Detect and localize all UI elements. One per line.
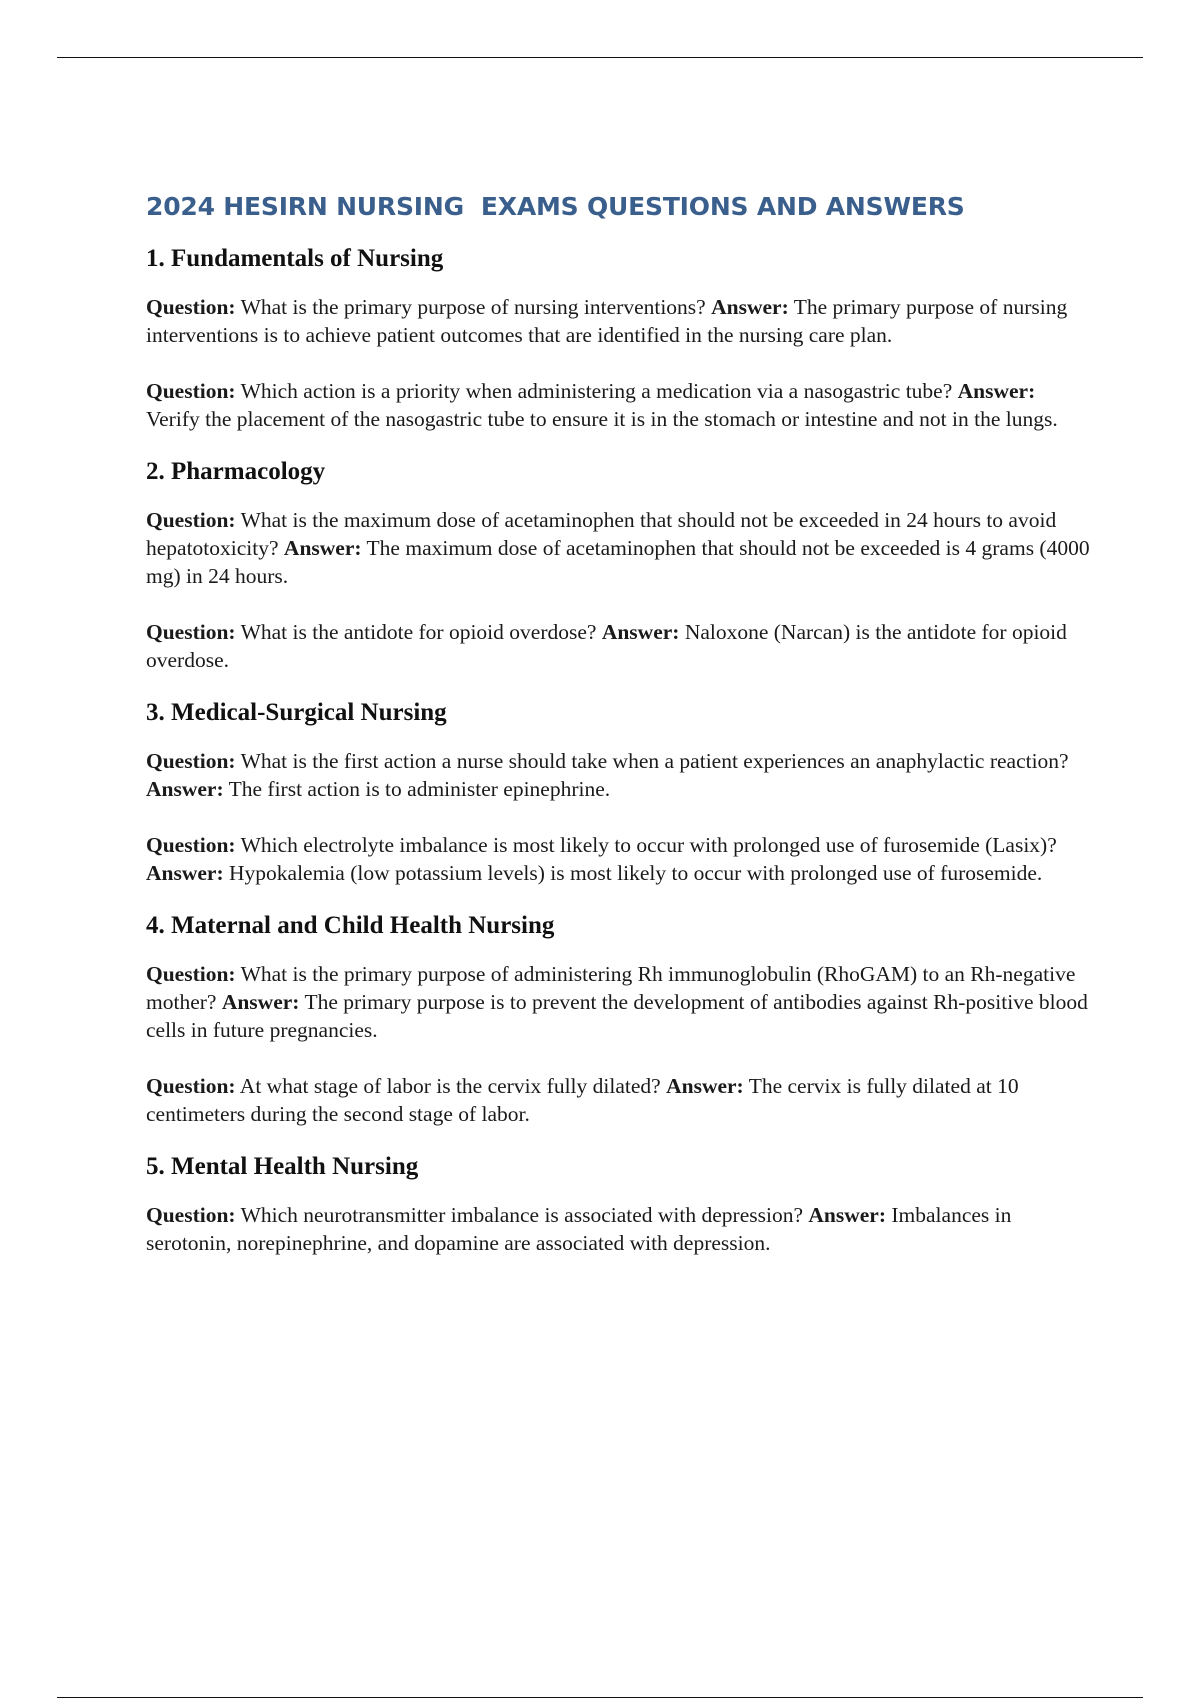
- answer-label: Answer:: [146, 861, 224, 885]
- qa-item: [146, 293, 1091, 349]
- answer-text: The cervix is fully dilated at 10 centimeters during the second stage of labor.: [146, 1074, 1019, 1126]
- answer-text: The first action is to administer epinephrine.: [228, 777, 611, 801]
- question-label: Question:: [146, 1203, 236, 1227]
- section-maternal-child: [146, 912, 1091, 1128]
- qa-item: [146, 377, 1091, 433]
- answer-label: Answer:: [957, 379, 1036, 403]
- question-label: Question:: [146, 508, 236, 532]
- section-medical-surgical: [146, 699, 1091, 887]
- document-body: [146, 192, 1091, 1282]
- section-heading: 2. Pharmacology: [146, 458, 326, 485]
- answer-text: The maximum dose of acetaminophen that should not be exceeded is 4 grams (4000 mg) in 24 hours.: [146, 536, 1090, 588]
- qa-item: [146, 1072, 1091, 1128]
- answer-text: The primary purpose of nursing interventions is to achieve patient outcomes that are identified in the nursing care plan.: [146, 295, 1068, 347]
- question-label: Question:: [146, 379, 236, 403]
- question-text: What is the primary purpose of administering Rh immunoglobulin (RhoGAM) to an Rh-negative mother?: [146, 962, 1076, 1014]
- section-fundamentals: [146, 245, 1091, 433]
- question-text: At what stage of labor is the cervix fully dilated?: [239, 1074, 661, 1098]
- section-pharmacology: [146, 458, 1091, 674]
- qa-item: [146, 960, 1091, 1044]
- answer-label: Answer:: [221, 990, 300, 1014]
- answer-text: Naloxone (Narcan) is the antidote for opioid overdose.: [146, 620, 1067, 672]
- qa-item: [146, 1201, 1091, 1257]
- answer-label: Answer:: [711, 295, 789, 319]
- section-heading: 4. Maternal and Child Health Nursing: [146, 912, 555, 939]
- question-text: What is the antidote for opioid overdose?: [240, 620, 597, 644]
- answer-text: Imbalances in serotonin, norepinephrine, and dopamine are associated with depression.: [146, 1203, 1012, 1255]
- answer-text: Hypokalemia (low potassium levels) is most likely to occur with prolonged use of furosemide.: [229, 861, 1043, 885]
- section-heading: 5. Mental Health Nursing: [146, 1153, 419, 1180]
- question-label: Question:: [146, 833, 236, 857]
- question-text: Which neurotransmitter imbalance is associated with depression?: [240, 1203, 803, 1227]
- question-text: Which electrolyte imbalance is most likely to occur with prolonged use of furosemide (Lasix)?: [240, 833, 1057, 857]
- section-heading: 3. Medical-Surgical Nursing: [146, 699, 447, 726]
- qa-item: [146, 618, 1091, 674]
- answer-label: Answer:: [283, 536, 362, 560]
- question-label: Question:: [146, 620, 236, 644]
- question-text: What is the maximum dose of acetaminophen that should not be exceeded in 24 hours to avoid hepatotoxicity?: [146, 508, 1057, 560]
- answer-label: Answer:: [601, 620, 680, 644]
- answer-label: Answer:: [146, 777, 224, 801]
- qa-item: [146, 831, 1091, 887]
- question-text: What is the primary purpose of nursing interventions?: [240, 295, 706, 319]
- section-mental-health: [146, 1153, 1091, 1257]
- question-label: Question:: [146, 962, 236, 986]
- answer-label: Answer:: [808, 1203, 886, 1227]
- question-label: Question:: [146, 1074, 236, 1098]
- answer-label: Answer:: [666, 1074, 744, 1098]
- section-heading: 1. Fundamentals of Nursing: [146, 245, 444, 272]
- question-label: Question:: [146, 749, 236, 773]
- question-label: Question:: [146, 295, 236, 319]
- question-text: Which action is a priority when administering a medication via a nasogastric tube?: [240, 379, 953, 403]
- qa-item: [146, 506, 1091, 590]
- document-title: 2024 HESIRN NURSING EXAMS QUESTIONS AND ANSWERS: [146, 192, 965, 221]
- top-divider: [57, 57, 1143, 58]
- bottom-divider: [57, 1697, 1143, 1698]
- question-text: What is the first action a nurse should take when a patient experiences an anaphylactic reaction?: [240, 749, 1069, 773]
- answer-text: The primary purpose is to prevent the development of antibodies against Rh-positive blood cells in future pregnancies.: [146, 990, 1088, 1042]
- qa-item: [146, 747, 1091, 803]
- answer-text: Verify the placement of the nasogastric tube to ensure it is in the stomach or intestine and not in the lungs.: [146, 407, 1058, 431]
